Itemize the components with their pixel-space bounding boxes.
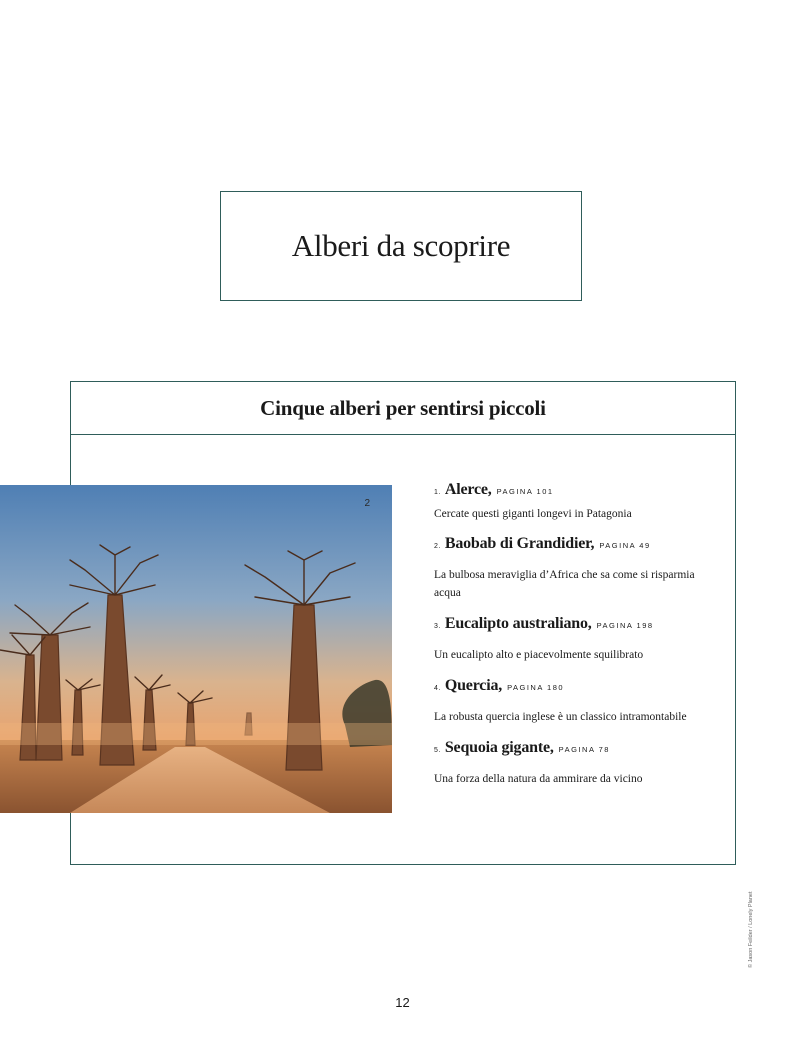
- list-item: [434, 481, 724, 523]
- item-name: Sequoia gigante,: [444, 739, 554, 756]
- item-page: PAGINA 49: [599, 541, 651, 550]
- item-number: 5.: [434, 747, 441, 754]
- title-box: [220, 191, 582, 301]
- item-page: PAGINA 180: [507, 683, 565, 692]
- page-number: 12: [395, 995, 410, 1010]
- baobab-illustration: [0, 485, 392, 813]
- item-name: Quercia,: [444, 677, 503, 694]
- item-number: 1.: [434, 489, 441, 496]
- item-page: PAGINA 198: [596, 621, 654, 630]
- photo-credit: © Jason Feilder / Lonely Planet: [748, 891, 754, 968]
- item-description: Un eucalipto alto e piacevolmente squilibrato: [434, 649, 644, 661]
- item-description: La robusta quercia inglese è un classico intramontabile: [434, 711, 687, 723]
- item-name: Baobab di Grandidier,: [444, 535, 595, 552]
- item-head: [434, 535, 724, 553]
- list-item: [434, 535, 724, 602]
- page-title: Alberi da scoprire: [291, 228, 511, 263]
- item-number: 3.: [434, 623, 441, 630]
- item-description: La bulbosa meraviglia d’Africa che sa come si risparmia acqua: [434, 569, 695, 599]
- item-number: 4.: [434, 685, 441, 692]
- item-name: Alerce,: [444, 481, 492, 498]
- item-head: [434, 615, 724, 633]
- item-head: [434, 481, 724, 499]
- item-number: 2.: [434, 543, 441, 550]
- item-page: PAGINA 78: [558, 745, 610, 754]
- panel-header: [71, 382, 735, 435]
- item-page: PAGINA 101: [496, 487, 554, 496]
- panel-heading: Cinque alberi per sentirsi piccoli: [260, 395, 546, 420]
- baobab-photo: [0, 485, 392, 813]
- list-item: [434, 739, 724, 788]
- item-head: [434, 739, 724, 757]
- photo-number: 2: [364, 498, 370, 509]
- item-head: [434, 677, 724, 695]
- tree-list: [434, 481, 724, 788]
- item-description: Una forza della natura da ammirare da vicino: [434, 773, 643, 785]
- item-description: Cercate questi giganti longevi in Patagonia: [434, 508, 632, 520]
- list-item: [434, 615, 724, 664]
- list-item: [434, 677, 724, 726]
- item-name: Eucalipto australiano,: [444, 615, 592, 632]
